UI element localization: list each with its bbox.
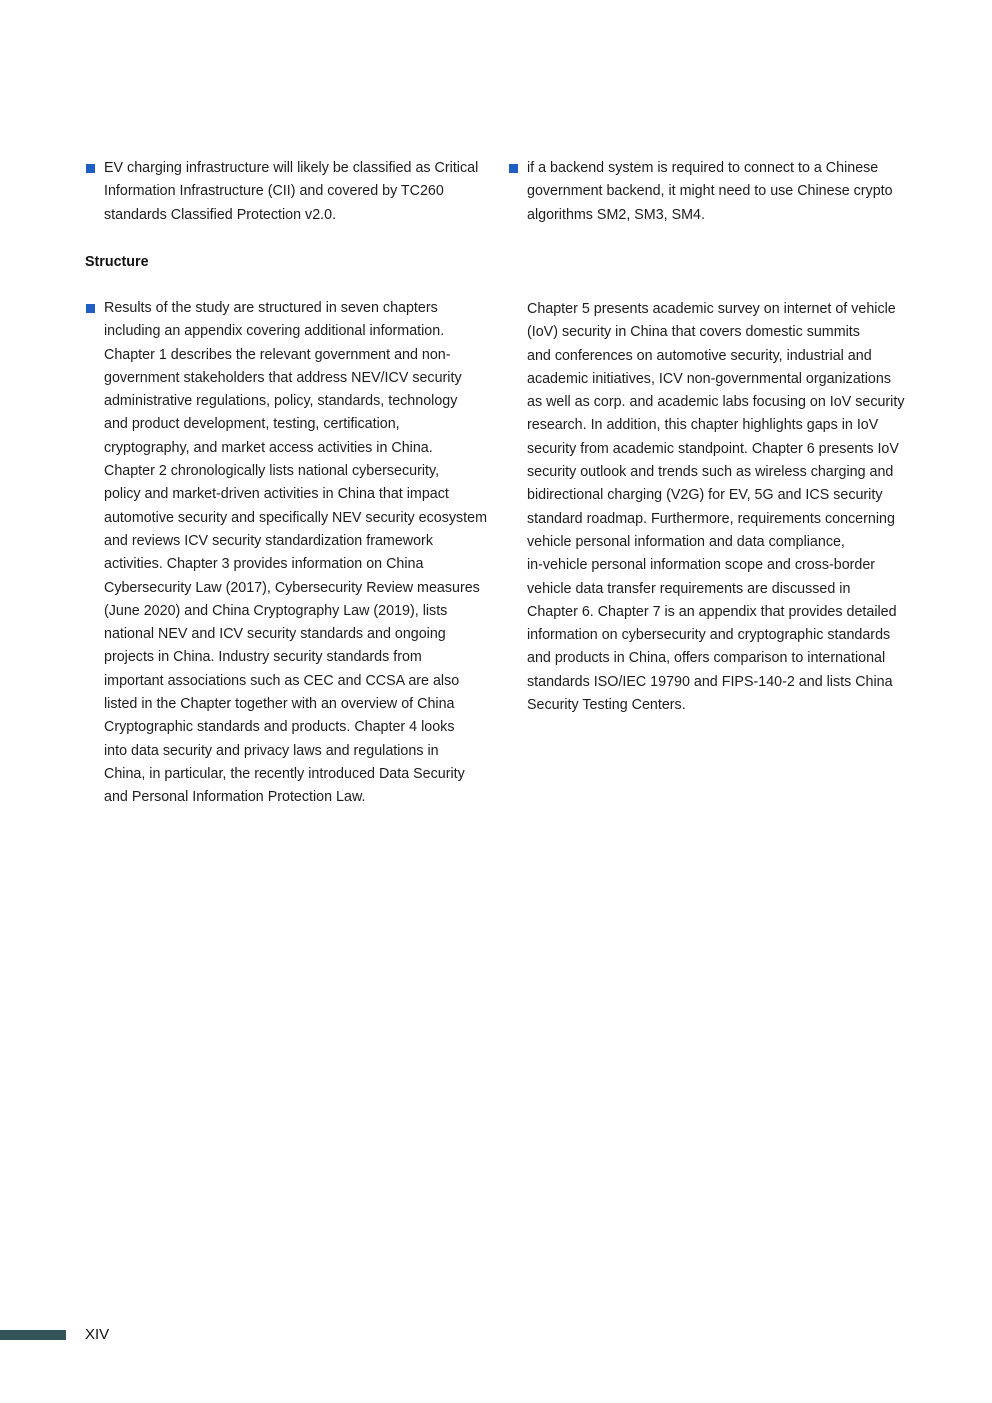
text-line: vehicle data transfer requirements are discussed in <box>527 580 851 597</box>
text-line: vehicle personal information and data compliance, <box>527 533 845 550</box>
text-line: Chapter 1 describes the relevant government and non- <box>104 346 451 363</box>
text-line: and reviews ICV security standardization framework <box>104 532 433 549</box>
text-line: standards Classified Protection v2.0. <box>104 206 337 223</box>
bullet-marker-icon <box>509 164 518 173</box>
text-line: standard roadmap. Furthermore, requirements concerning <box>527 510 895 527</box>
text-line: standards ISO/IEC 19790 and FIPS-140-2 and lists China <box>527 673 893 690</box>
footer-bar <box>0 1330 66 1340</box>
text-line: important associations such as CEC and CCSA are also <box>104 672 460 689</box>
text-line: Cybersecurity Law (2017), Cybersecurity Review measures <box>104 579 480 596</box>
text-line: bidirectional charging (V2G) for EV, 5G and ICS security <box>527 487 883 504</box>
section-heading-structure: Structure <box>85 254 149 270</box>
text-line: (June 2020) and China Cryptography Law (2019), lists <box>104 602 448 619</box>
text-line: EV charging infrastructure will likely be classified as Critical <box>104 160 479 176</box>
text-line: Chapter 2 chronologically lists national cybersecurity, <box>104 463 440 480</box>
text-line: and Personal Information Protection Law. <box>104 789 366 806</box>
text-line: policy and market-driven activities in China that impact <box>104 486 449 503</box>
text-line: national NEV and ICV security standards and ongoing <box>104 626 446 643</box>
bullet-paragraph-cii <box>104 157 494 227</box>
text-line: as well as corp. and academic labs focusing on IoV security <box>527 394 905 411</box>
bullet-paragraph-crypto <box>527 157 917 227</box>
text-line: security from academic standpoint. Chapter 6 presents IoV <box>527 440 899 457</box>
text-line: into data security and privacy laws and regulations in <box>104 742 439 759</box>
structure-paragraph-left <box>104 297 499 810</box>
text-line: government backend, it might need to use Chinese crypto <box>527 183 893 200</box>
text-line: (IoV) security in China that covers domestic summits <box>527 324 860 341</box>
text-line: in-vehicle personal information scope and cross-border <box>527 557 876 574</box>
text-line: Cryptographic standards and products. Chapter 4 looks <box>104 719 455 736</box>
text-line: automotive security and specifically NEV security ecosystem <box>104 509 487 526</box>
text-line: and conferences on automotive security, industrial and <box>527 347 872 364</box>
text-line: administrative regulations, policy, standards, technology <box>104 393 458 410</box>
bullet-marker-icon <box>86 304 95 313</box>
text-line: if a backend system is required to connect to a Chinese <box>527 160 879 176</box>
text-line: and products in China, offers comparison to international <box>527 650 886 667</box>
text-line: information on cybersecurity and cryptographic standards <box>527 627 891 644</box>
page-number: XIV <box>85 1326 110 1343</box>
text-line: Results of the study are structured in seven chapters <box>104 300 438 316</box>
text-line: Chapter 5 presents academic survey on internet of vehicle <box>527 301 896 317</box>
text-line: and product development, testing, certification, <box>104 416 400 433</box>
text-line: Security Testing Centers. <box>527 697 686 714</box>
text-line: activities. Chapter 3 provides information on China <box>104 556 424 573</box>
text-line: listed in the Chapter together with an overview of China <box>104 696 455 713</box>
text-line: Chapter 6. Chapter 7 is an appendix that provides detailed <box>527 603 897 620</box>
text-line: including an appendix covering additional information. <box>104 323 445 340</box>
text-line: research. In addition, this chapter highlights gaps in IoV <box>527 417 879 434</box>
text-line: academic initiatives, ICV non-governmental organizations <box>527 370 891 387</box>
text-line: government stakeholders that address NEV/ICV security <box>104 369 462 386</box>
text-line: cryptography, and market access activities in China. <box>104 439 433 456</box>
text-line: Information Infrastructure (CII) and covered by TC260 <box>104 183 444 200</box>
text-line: China, in particular, the recently introduced Data Security <box>104 765 465 782</box>
text-line: security outlook and trends such as wireless charging and <box>527 464 894 481</box>
bullet-marker-icon <box>86 164 95 173</box>
text-line: projects in China. Industry security standards from <box>104 649 422 666</box>
structure-paragraph-right <box>527 298 922 717</box>
text-line: algorithms SM2, SM3, SM4. <box>527 206 705 223</box>
